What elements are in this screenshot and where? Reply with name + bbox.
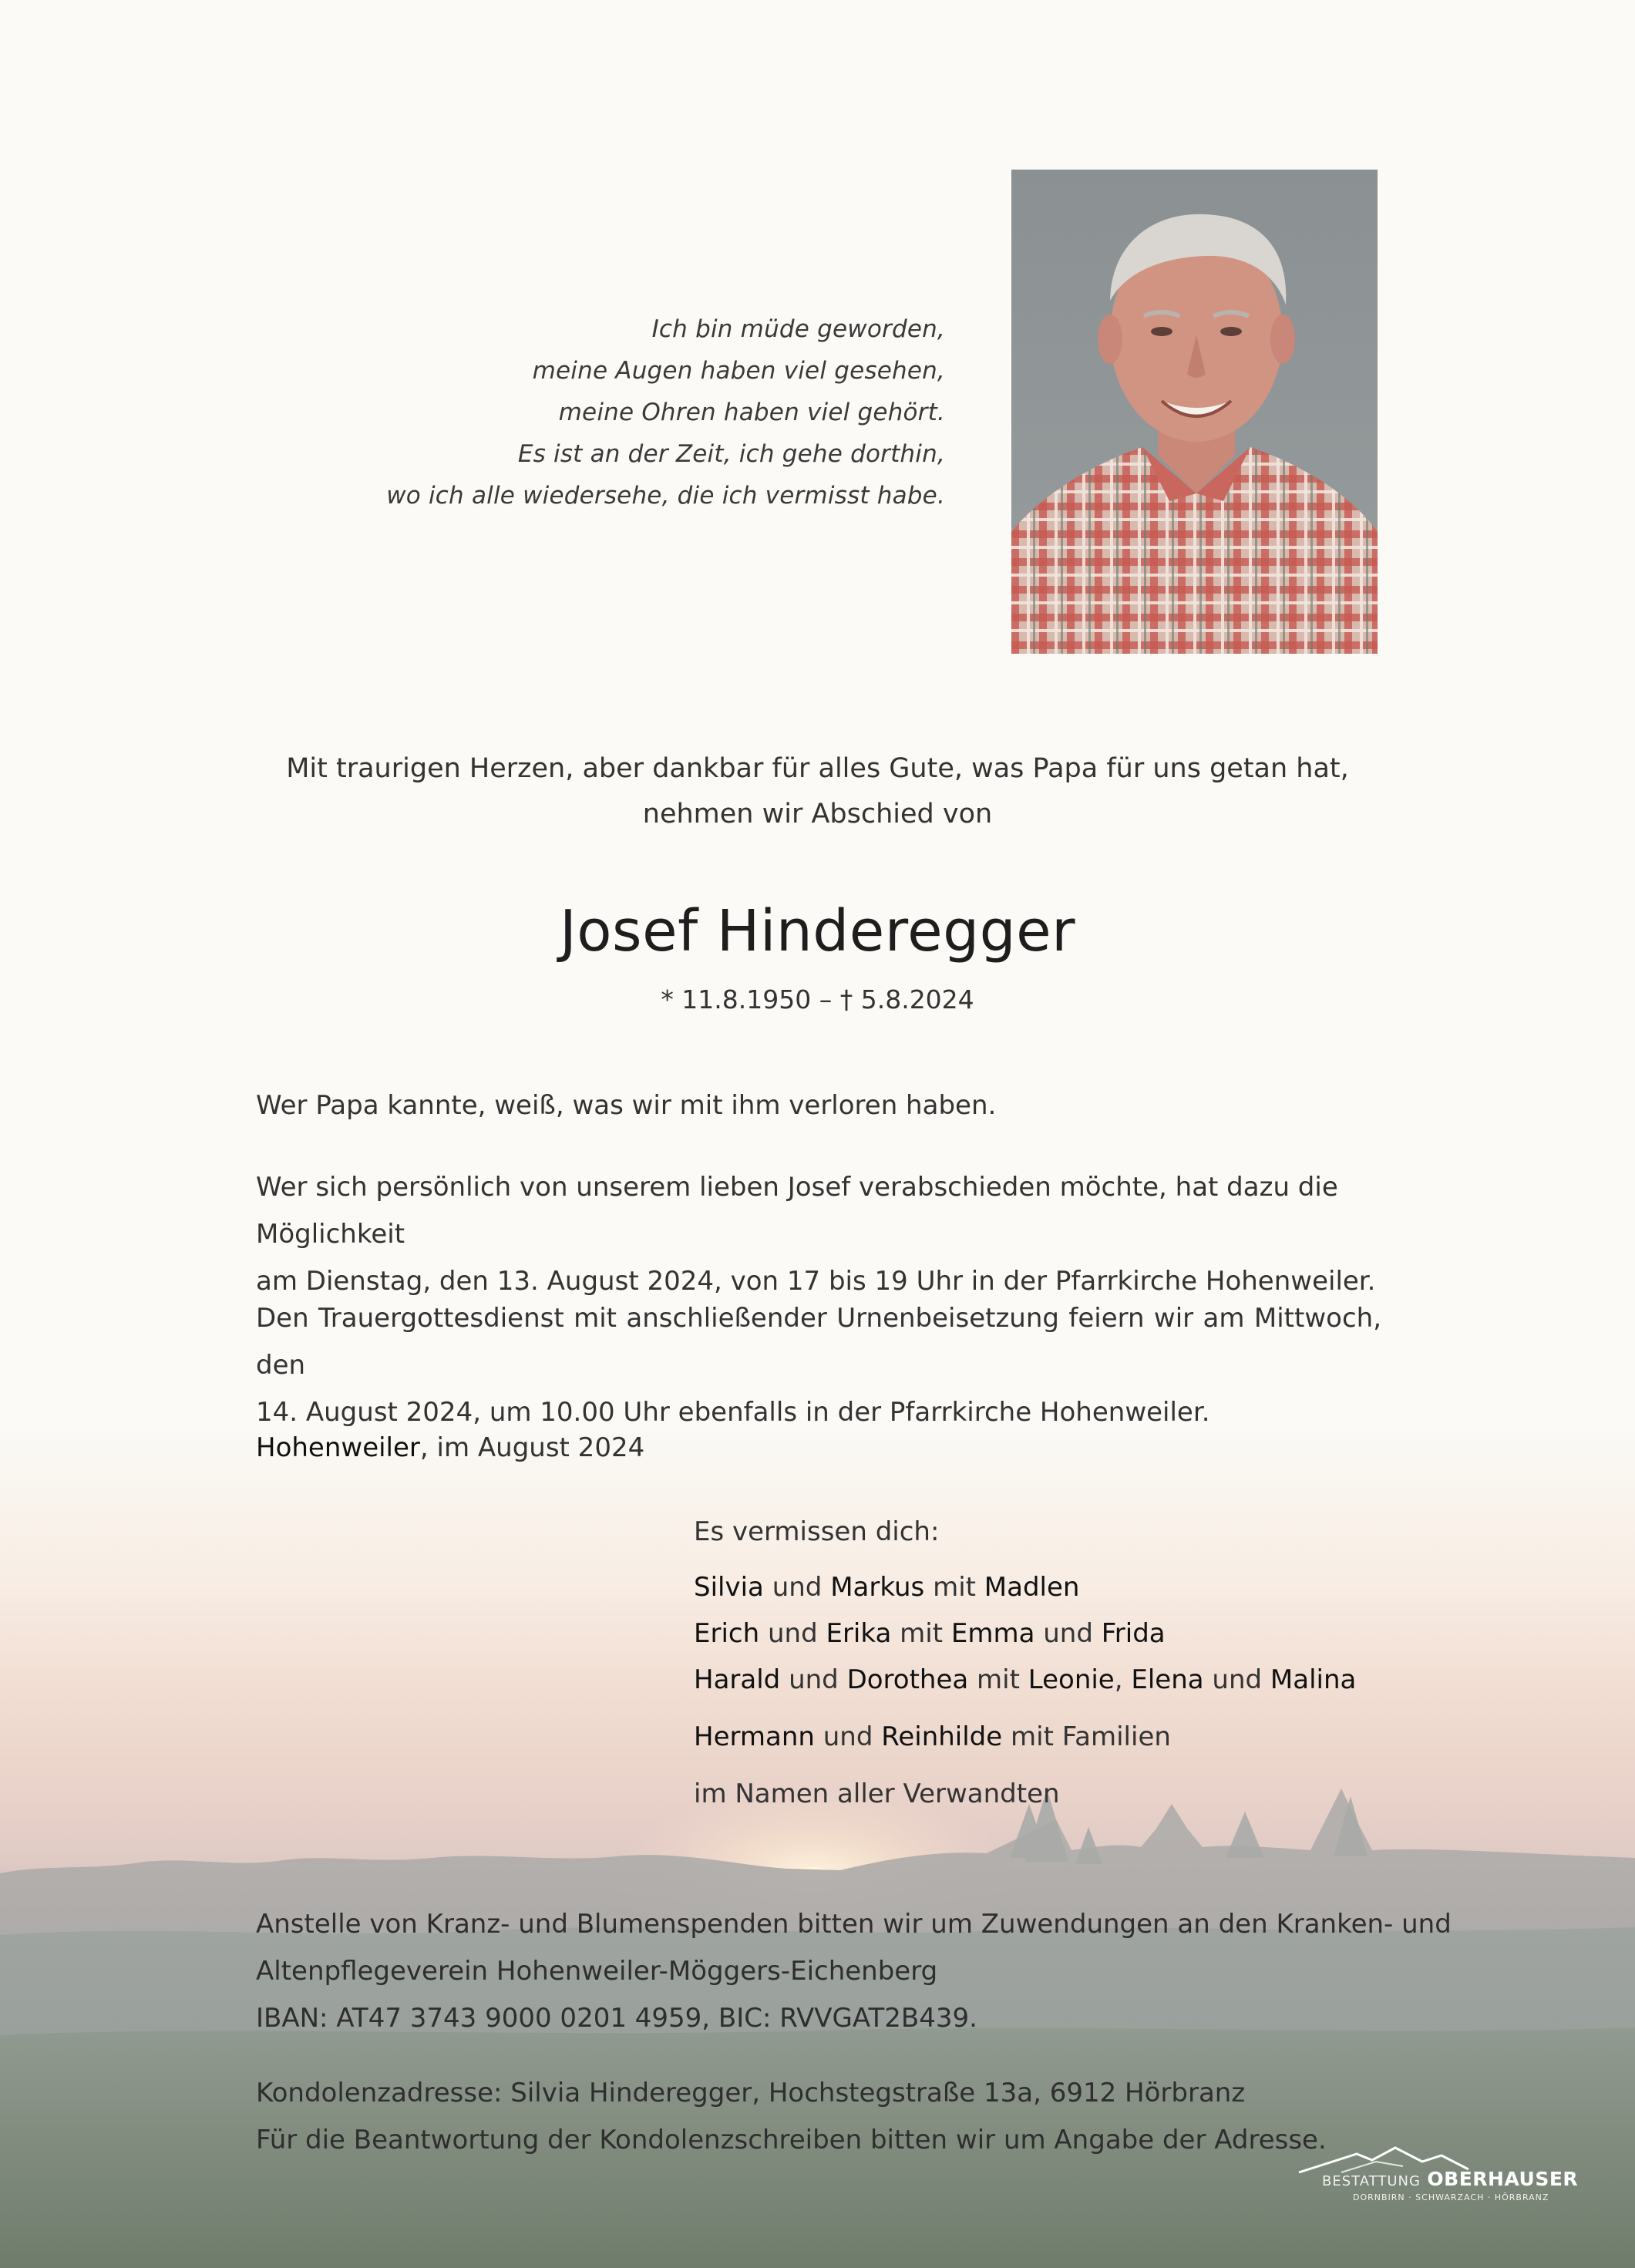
logo-text	[1322, 2168, 1578, 2190]
conjunction: und	[772, 1572, 823, 1603]
conjunction: und	[823, 1721, 873, 1752]
conjunction: und	[789, 1664, 839, 1695]
logo-prefix: BESTATTUNG	[1322, 2173, 1421, 2189]
paragraph-line: Den Trauergottesdienst mit anschließender Urnenbeisetzung feiern wir am Mittwoch, den	[256, 1303, 1381, 1381]
poem-line: Es ist an der Zeit, ich gehe dorthin,	[517, 440, 945, 468]
conjunction: und	[1043, 1618, 1093, 1649]
mourners-list	[694, 1509, 1465, 1817]
date-text: , im August 2024	[419, 1432, 645, 1463]
mourners-closing: im Namen aller Verwandten	[694, 1778, 1060, 1809]
intro-line-1: Mit traurigen Herzen, aber dankbar für alles Gute, was Papa für uns getan hat,	[286, 753, 1349, 784]
mourners-row	[694, 1657, 1465, 1703]
conjunction: und	[767, 1618, 818, 1649]
logo-places: DORNBIRN · SCHWARZACH · HÖRBRANZ	[1353, 2192, 1549, 2202]
portrait-illustration	[1011, 170, 1378, 654]
mourner-name: Erika	[826, 1618, 892, 1649]
paragraph-viewing	[256, 1164, 1381, 1305]
deceased-name: Josef Hinderegger	[559, 898, 1076, 964]
mourner-name: Dorothea	[846, 1664, 969, 1695]
mourner-name: Hermann	[694, 1721, 815, 1752]
comma: ,	[1114, 1664, 1123, 1695]
condolence-address: Kondolenzadresse: Silvia Hinderegger, Hochstegstraße 13a, 6912 Hörbranz	[256, 2078, 1246, 2108]
life-dates: * 11.8.1950 – † 5.8.2024	[661, 984, 974, 1015]
place-name: Hohenweiler	[256, 1432, 420, 1463]
paragraph-line: am Dienstag, den 13. August 2024, von 17 bis 19 Uhr in der Pfarrkirche Hohenweiler.	[256, 1266, 1376, 1297]
place-date	[256, 1425, 1381, 1472]
mourners-row	[694, 1564, 1465, 1610]
paragraph-service	[256, 1295, 1381, 1436]
donation-line: Anstelle von Kranz- und Blumenspenden bitten wir um Zuwendungen an den Kranken- und	[256, 1909, 1452, 1940]
funeral-home-logo	[1295, 2143, 1579, 2205]
mourner-name: Frida	[1101, 1618, 1166, 1649]
paragraph-line: 14. August 2024, um 10.00 Uhr ebenfalls in der Pfarrkirche Hohenweiler.	[256, 1397, 1210, 1428]
intro-line-2: nehmen wir Abschied von	[642, 799, 993, 829]
paragraph-text: Wer Papa kannte, weiß, was wir mit ihm verloren haben.	[256, 1090, 997, 1121]
iban-line: IBAN: AT47 3743 9000 0201 4959, BIC: RVVGAT2B439.	[256, 2003, 977, 2034]
conjunction: und	[1212, 1664, 1263, 1695]
logo-name: OBERHAUSER	[1427, 2168, 1579, 2190]
donation-line: Altenpflegeverein Hohenweiler-Möggers-Eichenberg	[256, 1956, 938, 1987]
paragraph-line: Wer sich persönlich von unserem lieben Josef verabschieden möchte, hat dazu die Möglichkeit	[256, 1172, 1338, 1250]
portrait-photo	[1011, 170, 1378, 654]
mourner-name: Markus	[830, 1572, 925, 1603]
poem	[251, 308, 945, 517]
conjunction: mit	[933, 1572, 976, 1603]
condolence-note: Für die Beantwortung der Kondolenzschreiben bitten wir um Angabe der Adresse.	[256, 2125, 1327, 2155]
mourner-name: Reinhilde	[881, 1721, 1003, 1752]
mourners-heading: Es vermissen dich:	[694, 1516, 940, 1547]
poem-line: Ich bin müde geworden,	[651, 315, 945, 343]
mourners-row	[694, 1714, 1465, 1760]
poem-line: meine Ohren haben viel gehört.	[558, 399, 945, 426]
donation-notice	[256, 1901, 1458, 2042]
intro-text	[0, 746, 1635, 837]
poem-line: meine Augen haben viel gesehen,	[532, 357, 945, 385]
mourner-name: Madlen	[984, 1572, 1080, 1603]
mourner-name: Emma	[950, 1618, 1035, 1649]
mourner-name: Elena	[1131, 1664, 1204, 1695]
mourners-row	[694, 1610, 1465, 1657]
conjunction: mit	[1011, 1721, 1054, 1752]
poem-line: wo ich alle wiedersehe, die ich vermisst habe.	[386, 482, 945, 510]
mourner-family: Familien	[1061, 1721, 1171, 1752]
mourner-name: Harald	[694, 1664, 781, 1695]
conjunction: mit	[977, 1664, 1020, 1695]
paragraph-remembrance	[256, 1082, 1381, 1129]
condolence-notice	[256, 2070, 1458, 2164]
mourner-name: Erich	[694, 1618, 760, 1649]
conjunction: mit	[900, 1618, 944, 1649]
mourner-name: Silvia	[694, 1572, 764, 1603]
mourner-name: Leonie	[1028, 1664, 1115, 1695]
mourner-name: Malina	[1270, 1664, 1357, 1695]
